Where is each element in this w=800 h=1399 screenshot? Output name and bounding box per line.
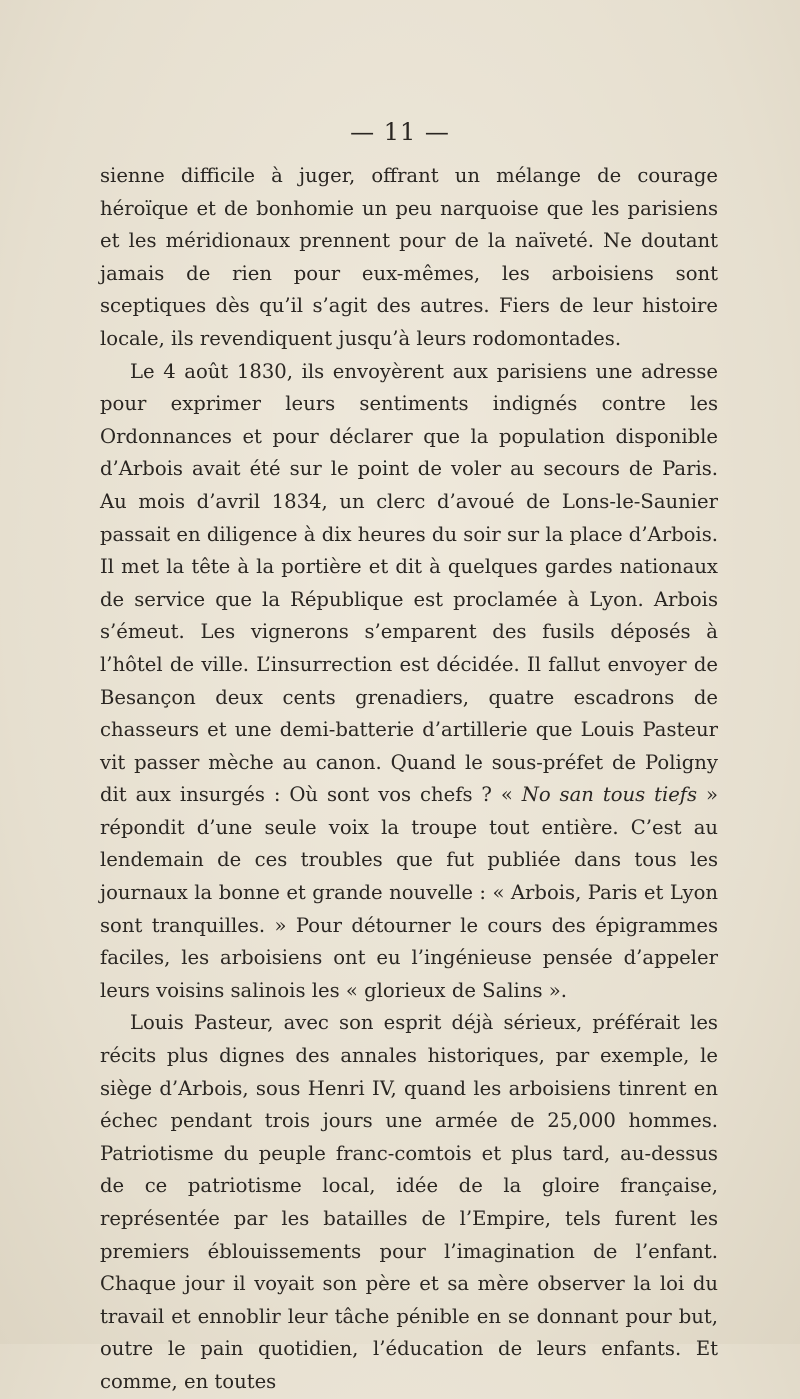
paragraph-continuation: sienne difficile à juger, offrant un mélange de courage héroïque et de bonhomie un peu narquoise que les parisiens et les méridionaux prennent pour de la naïveté. Ne doutant jamais de rien pour eux-mêmes, les arboisiens sont sceptiques dès qu’il s’agit des autres. Fiers de leur histoire locale, ils revendiquent jusqu’à leurs rodomontades. [100, 164, 718, 350]
paragraph-august-1830 [100, 356, 718, 1008]
body-text [100, 160, 718, 1399]
paragraph-text-part: Le 4 août 1830, ils envoyèrent aux parisiens une adresse pour exprimer leurs sentiments indignés contre les Ordonnances et pour déclarer que la population disponible d’Arbois avait été sur le point de voler au secours de Paris. Au mois d’avril 1834, un clerc d’avoué de Lons-le-Saunier passait en diligence à dix heures du soir sur la place d’Arbois. Il met la tête à la portière et dit à quelques gardes nationaux de service que la République est proclamée à Lyon. Arbois s’émeut. Les vignerons s’emparent des fusils déposés à l’hôtel de ville. L’insurrection est décidée. Il fallut envoyer de Besançon deux cents grenadiers, quatre escadrons de chasseurs et une demi-batterie d’artillerie que Louis Pasteur vit passer mèche au canon. Quand le sous-préfet de Poligny dit aux insurgés : Où sont vos chefs ? « [100, 359, 718, 807]
paragraph-louis-pasteur: Louis Pasteur, avec son esprit déjà sérieux, préférait les récits plus dignes des annales historiques, par exemple, le siège d’Arbois, sous Henri IV, quand les arboisiens tinrent en échec pendant trois jours une armée de 25,000 hommes. Patriotisme du peuple franc-comtois et plus tard, au-dessus de ce patriotisme local, idée de la gloire française, représentée par les batailles de l’Empire, tels furent les premiers éblouissements pour l’imagination de l’enfant. Chaque jour il voyait son père et sa mère observer la loi du travail et ennoblir leur tâche pénible en se donnant pour but, outre le pain quotidien, l’éducation de leurs enfants. Et comme, en toutes [100, 1011, 718, 1393]
dialect-quote: No san tous tiefs [521, 783, 698, 807]
page-number: — 11 — [350, 118, 450, 146]
paragraph-text-part: » répondit d’une seule voix la troupe tout entière. C’est au lendemain de ces troubles que fut publiée dans tous les journaux la bonne et grande nouvelle : « Arbois, Paris et Lyon sont tranquilles. » Pour détourner le cours des épigrammes faciles, les arboisiens ont eu l’ingénieuse pensée d’appeler leurs voisins salinois les « glorieux de Salins ». [100, 783, 718, 1002]
